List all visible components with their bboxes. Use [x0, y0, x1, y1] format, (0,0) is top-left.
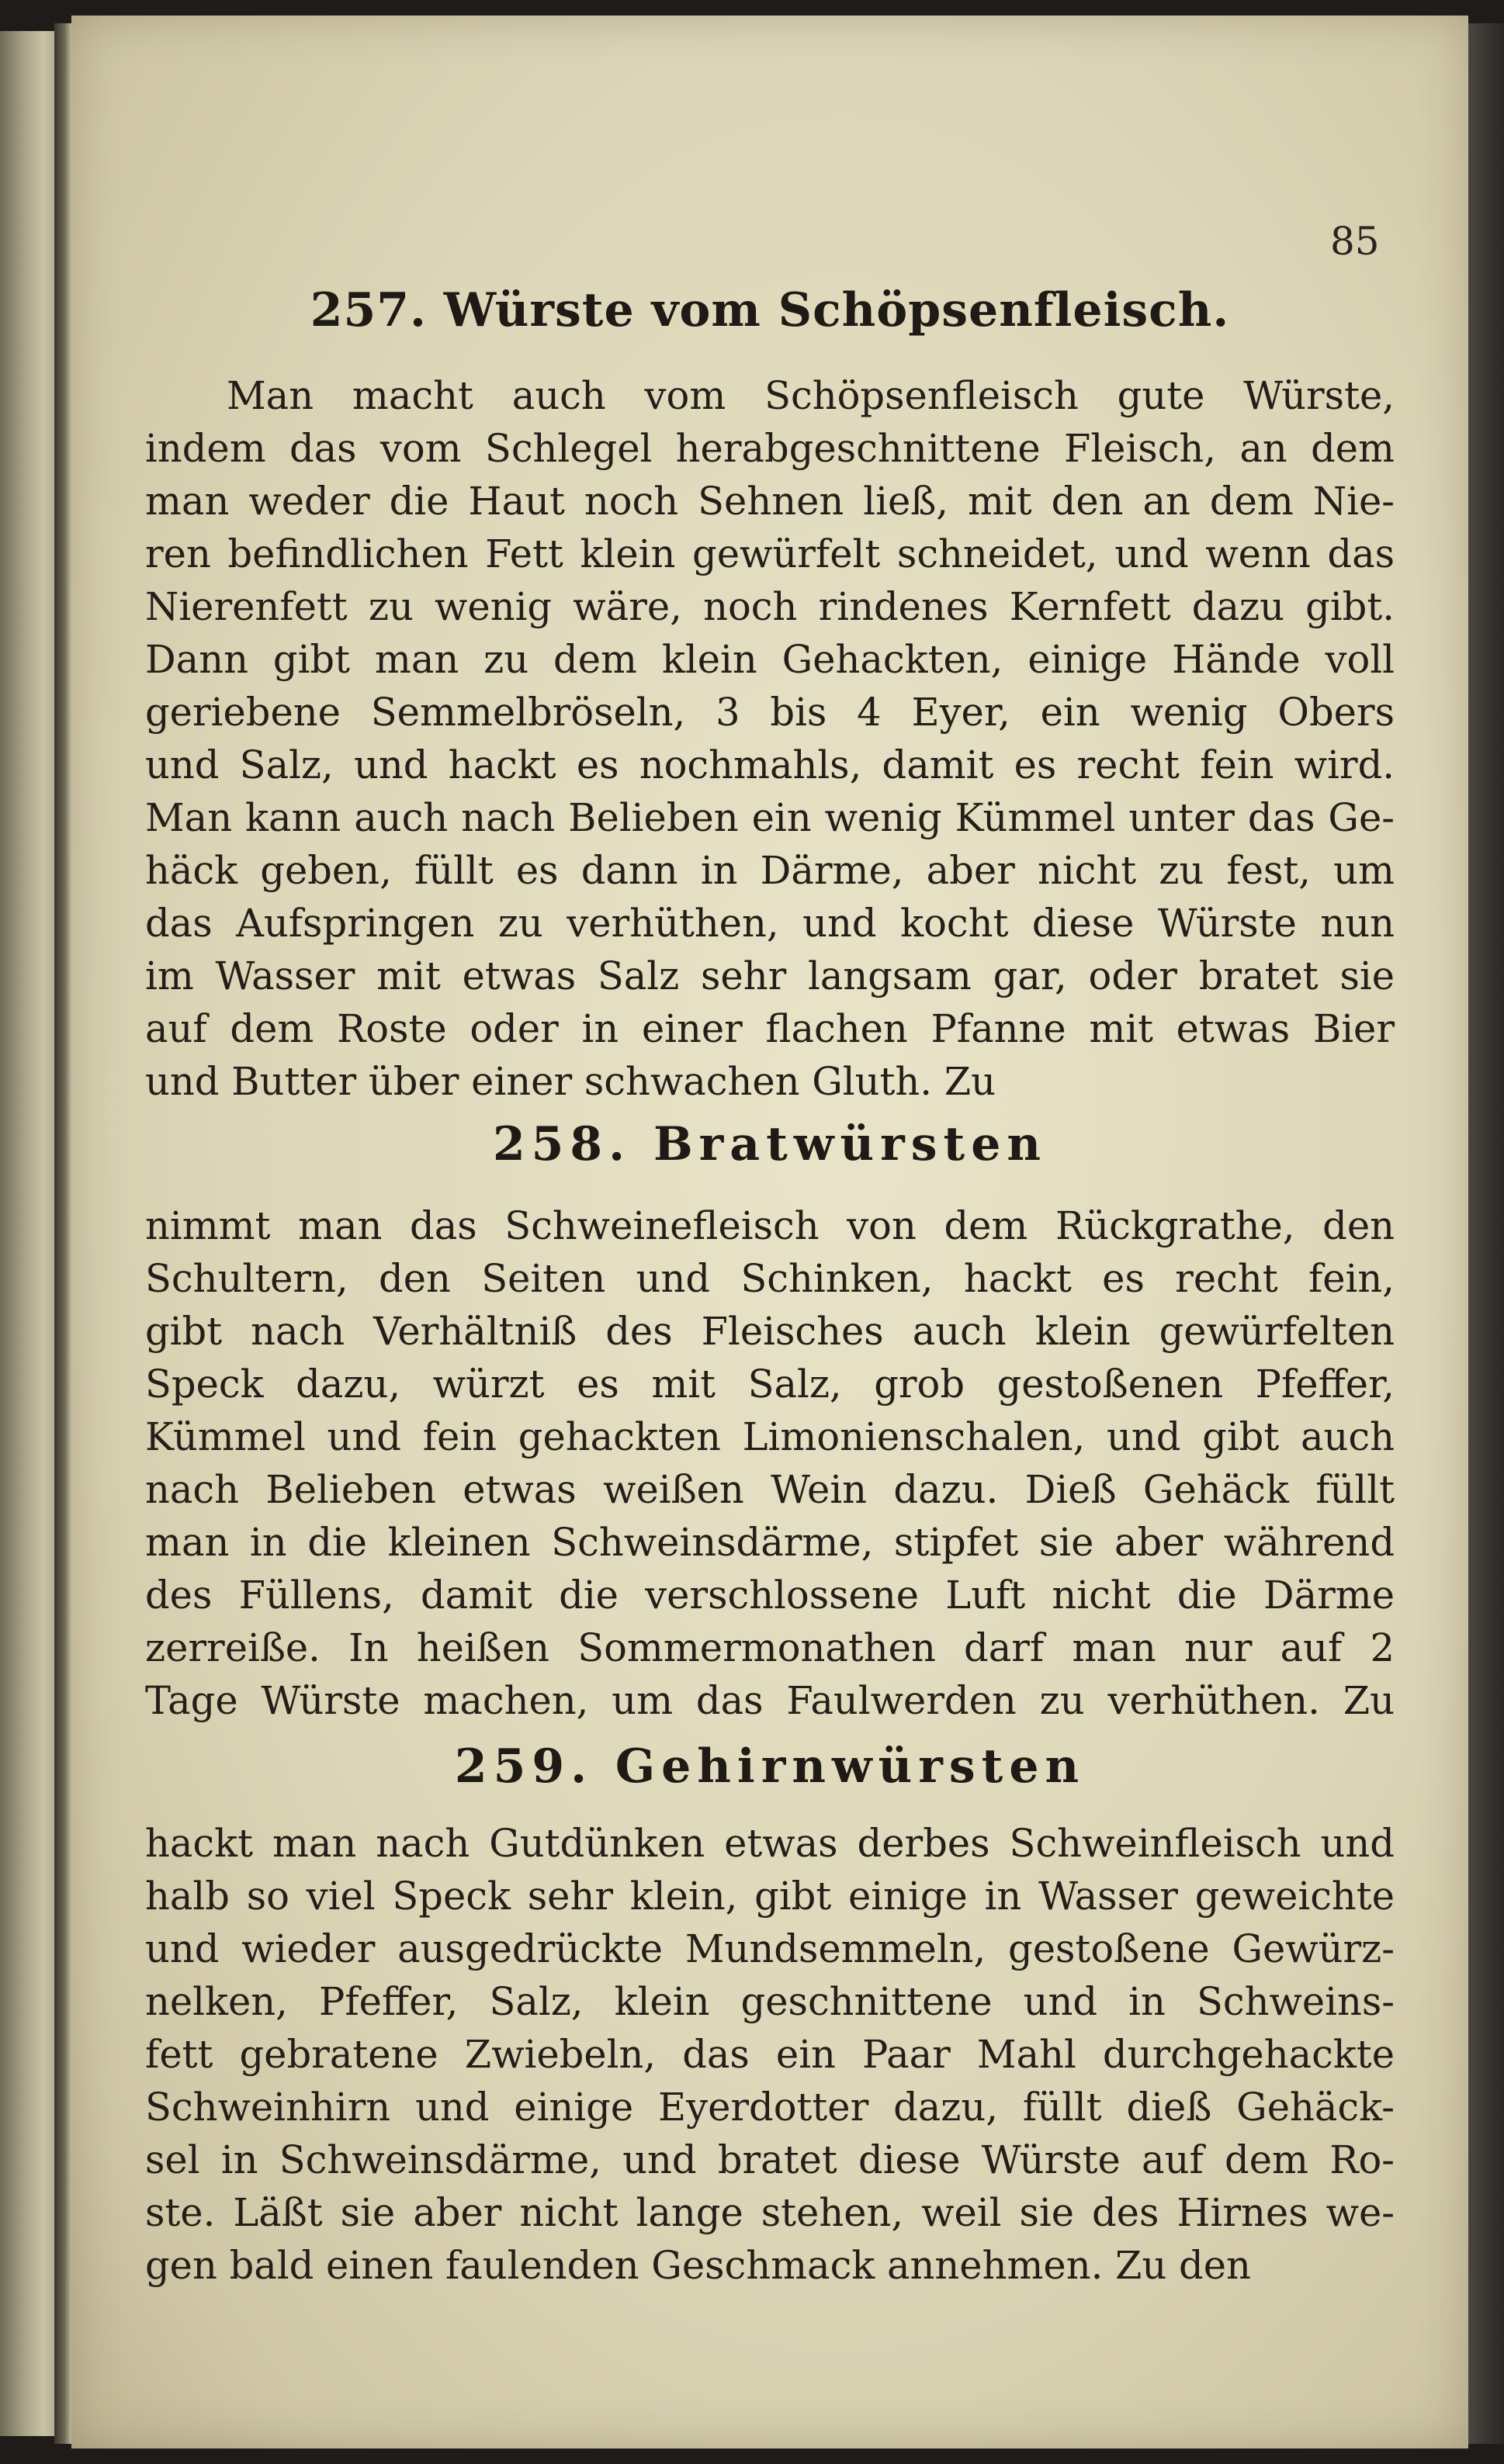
- text-line: man weder die Haut noch Sehnen ließ, mit den an dem Nie-: [145, 479, 1395, 524]
- text-line: das Aufspringen zu verhüthen, und kocht diese Würste nun: [145, 901, 1395, 946]
- text-line: und Salz, und hackt es nochmahls, damit es recht fein wird.: [145, 742, 1395, 787]
- text-line: nelken, Pfeffer, Salz, klein geschnittene und in Schweins-: [145, 1979, 1395, 2024]
- text-line: auf dem Roste oder in einer flachen Pfanne mit etwas Bier: [145, 1006, 1395, 1051]
- text-line: Schweinhirn und einige Eyerdotter dazu, füllt dieß Gehäck-: [145, 2085, 1395, 2130]
- text-line: indem das vom Schlegel herabgeschnittene Fleisch, an dem: [145, 426, 1395, 471]
- text-line: Tage Würste machen, um das Faulwerden zu verhüthen. Zu: [145, 1678, 1395, 1723]
- book-gutter: [54, 23, 71, 2444]
- text-line: Man kann auch nach Belieben ein wenig Kümmel unter das Ge-: [145, 795, 1395, 840]
- right-cover-edge: [1468, 23, 1504, 2444]
- text-line: hackt man nach Gutdünken etwas derbes Schweinfleisch und: [145, 1821, 1395, 1866]
- text-line: Kümmel und fein gehackten Limonienschalen, und gibt auch: [145, 1414, 1395, 1459]
- text-line: gen bald einen faulenden Geschmack annehmen. Zu den: [145, 2243, 1251, 2288]
- text-line: des Füllens, damit die verschlossene Luft nicht die Därme: [145, 1573, 1395, 1618]
- text-line: ren befindlichen Fett klein gewürfelt schneidet, und wenn das: [145, 531, 1395, 576]
- text-line: Speck dazu, würzt es mit Salz, grob gestoßenen Pfeffer,: [145, 1362, 1395, 1407]
- text-line: häck geben, füllt es dann in Därme, aber nicht zu fest, um: [145, 848, 1395, 893]
- text-line: im Wasser mit etwas Salz sehr langsam gar, oder bratet sie: [145, 953, 1395, 998]
- section-heading-259: 259. Gehirnwürsten: [454, 1739, 1086, 1794]
- text-line: zerreiße. In heißen Sommermonathen darf man nur auf 2: [145, 1625, 1395, 1670]
- text-line: und wieder ausgedrückte Mundsemmeln, gestoßene Gewürz-: [145, 1926, 1395, 1971]
- text-line: nimmt man das Schweinefleisch von dem Rückgrathe, den: [145, 1203, 1395, 1248]
- text-line: sel in Schweinsdärme, und bratet diese Würste auf dem Ro-: [145, 2137, 1395, 2182]
- left-page-edge: [0, 31, 54, 2436]
- text-line: und Butter über einer schwachen Gluth. Zu: [145, 1059, 996, 1104]
- text-line: halb so viel Speck sehr klein, gibt einige in Wasser geweichte: [145, 1874, 1395, 1919]
- page-number: 85: [1330, 219, 1380, 264]
- text-line: Schultern, den Seiten und Schinken, hackt es recht fein,: [145, 1256, 1395, 1301]
- text-line: gibt nach Verhältniß des Fleisches auch klein gewürfelten: [145, 1309, 1395, 1354]
- text-line: geriebene Semmelbröseln, 3 bis 4 Eyer, ein wenig Obers: [145, 690, 1395, 735]
- text-line: fett gebratene Zwiebeln, das ein Paar Mahl durchgehackte: [145, 2032, 1395, 2077]
- text-line: Man macht auch vom Schöpsenfleisch gute Würste,: [227, 373, 1395, 418]
- book-page: [71, 16, 1468, 2448]
- text-line: ste. Läßt sie aber nicht lange stehen, weil sie des Hirnes we-: [145, 2190, 1395, 2235]
- section-heading-258: 258. Bratwürsten: [492, 1117, 1048, 1171]
- text-line: Dann gibt man zu dem klein Gehackten, einige Hände voll: [145, 637, 1395, 682]
- text-line: man in die kleinen Schweinsdärme, stipfet sie aber während: [145, 1520, 1395, 1565]
- text-line: Nierenfett zu wenig wäre, noch rindenes Kernfett dazu gibt.: [145, 584, 1395, 629]
- text-line: nach Belieben etwas weißen Wein dazu. Dieß Gehäck füllt: [145, 1467, 1395, 1512]
- section-heading-257: 257. Würste vom Schöpsenfleisch.: [310, 283, 1230, 337]
